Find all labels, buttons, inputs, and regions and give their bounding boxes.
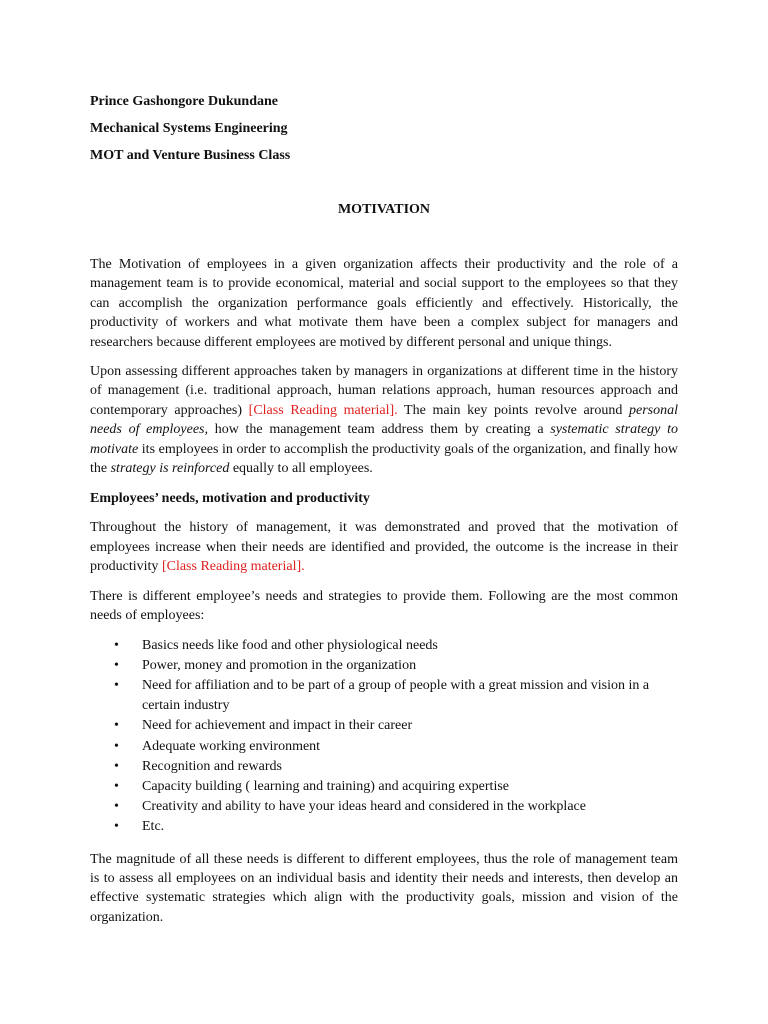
p3-text-1: Throughout the history of management, it was demonstrated and proved that the motivation of employees increase when their needs are identified and provided, the outcome is the increase in their productivity [90, 520, 678, 575]
bullet-icon: • [114, 799, 119, 815]
list-item-text: Capacity building ( learning and training) and acquiring expertise [142, 778, 509, 794]
bullet-icon: • [114, 718, 119, 734]
p2-text-4: its employees in order to accomplish the productivity goals of the organization, and finally how the [90, 441, 678, 477]
list-item [114, 676, 678, 716]
list-item [114, 737, 678, 757]
bullet-icon: • [114, 657, 119, 673]
p2-emphasis-strategy: systematic strategy to motivate [90, 422, 678, 457]
conclusion-paragraph: The magnitude of all these needs is different to different employees, thus the role of management team is to assess all employees on an individual basis and identity their needs and interests, then develop an effective systematic strategies which align with the productivity goals, mission and vision of the organization. [90, 851, 678, 925]
list-item [114, 716, 678, 736]
list-item-text: Power, money and promotion in the organization [142, 657, 417, 673]
list-item-text: Need for achievement and impact in their career [142, 718, 413, 734]
list-item [114, 636, 678, 656]
needs-intro-paragraph: There is different employee’s needs and strategies to provide them. Following are the most common needs of employees: [90, 588, 678, 624]
program-name: Mechanical Systems Engineering [90, 121, 288, 136]
bullet-icon: • [114, 677, 119, 693]
author-name: Prince Gashongore Dukundane [90, 94, 278, 109]
citation-class-reading: [Class Reading material]. [161, 559, 305, 575]
list-item-text: Adequate working environment [142, 738, 321, 754]
course-name: MOT and Venture Business Class [90, 148, 291, 163]
p2-emphasis-reinforced: strategy is reinforced [110, 461, 230, 477]
bullet-icon: • [114, 758, 119, 774]
history-paragraph [90, 518, 678, 576]
list-item [114, 817, 678, 837]
section-heading: Employees’ needs, motivation and productivity [90, 491, 370, 507]
list-item [114, 757, 678, 777]
p2-text-5: equally to all employees. [229, 461, 373, 477]
list-item-text: Need for affiliation and to be part of a group of people with a great mission and vision in a certain industry [142, 677, 650, 714]
list-item [114, 797, 678, 817]
intro-paragraph: The Motivation of employees in a given organization affects their productivity and the role of a management team is to provide economical, material and social support to the employees so that they can accomplish the organization performance goals efficiently and effectively. Historically, the productivity of workers and what motivate them have been a complex subject for managers and researchers because different employees are motived by different personal and unique things. [90, 257, 678, 350]
p2-text-3: how the management team address them by creating a [207, 422, 551, 438]
p2-text-2: The main key points revolve around [397, 402, 629, 418]
document-title: MOTIVATION [337, 202, 431, 217]
bullet-icon: • [114, 819, 119, 835]
list-item-text: Creativity and ability to have your ideas heard and considered in the workplace [142, 799, 586, 815]
bullet-icon: • [114, 738, 119, 754]
citation-class-reading: [Class Reading material]. [248, 402, 398, 418]
p2-emphasis-personal-needs: personal needs of employees, [90, 402, 678, 438]
approaches-paragraph [90, 362, 678, 478]
bullet-icon: • [114, 637, 119, 653]
list-item-text: Recognition and rewards [142, 758, 282, 774]
list-item [114, 656, 678, 676]
bullet-icon: • [114, 778, 119, 794]
needs-list [90, 636, 678, 838]
list-item-text: Etc. [142, 819, 165, 835]
p2-text-1: Upon assessing different approaches taken by managers in organizations at different time in the history of management (i.e. traditional approach, human relations approach, human resources approach and contemporary approaches) [90, 364, 678, 418]
list-item-text: Basics needs like food and other physiological needs [142, 637, 438, 653]
list-item [114, 777, 678, 797]
